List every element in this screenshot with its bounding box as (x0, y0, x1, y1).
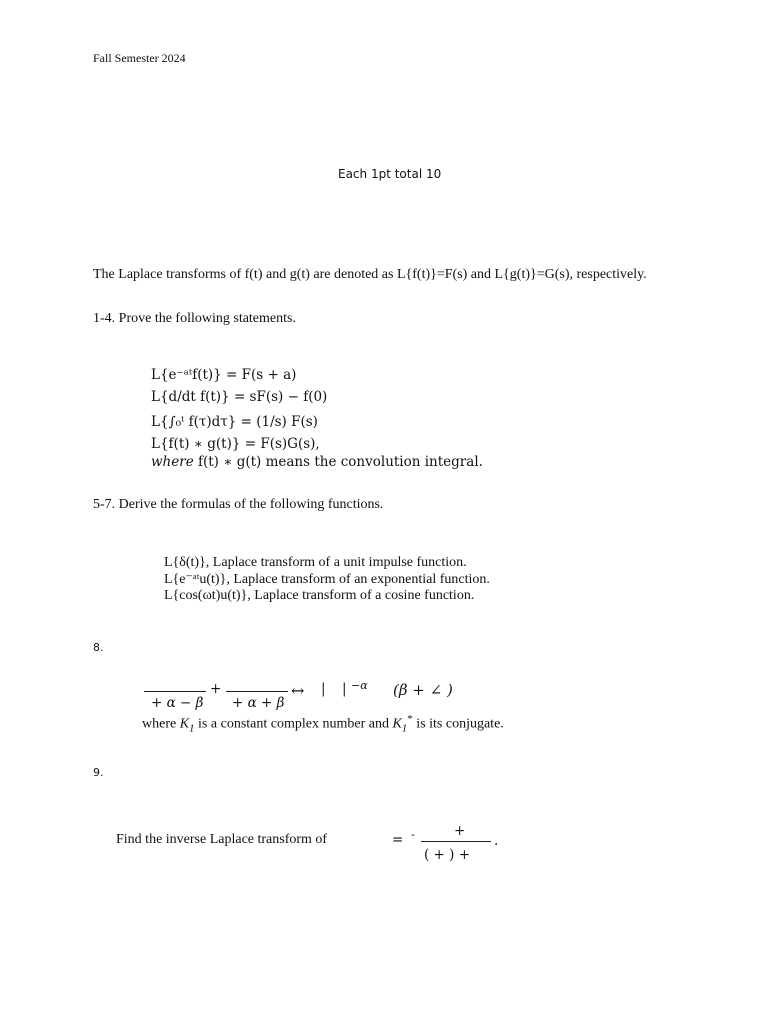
q8-abs-bar-left: | (321, 681, 326, 697)
where-rest: f(t) ∗ g(t) means the convolution integral. (193, 454, 483, 470)
q9-period: . (494, 833, 499, 849)
scoring-note: Each 1pt total 10 (338, 167, 442, 181)
q5-7-item-3: L{cos(ωt)u(t)}, Laplace transform of a cosine function. (164, 588, 475, 603)
q8-fraction-bar-1 (144, 691, 206, 692)
q9-numerator: + (454, 823, 466, 839)
q8-k1-conj-subscript: 1 (401, 722, 408, 735)
q8-k1: K (179, 716, 190, 732)
q9-text: Find the inverse Laplace transform of (116, 832, 328, 847)
q1-4-where-line (151, 454, 483, 470)
q8-denominator-1: + α − β (151, 695, 204, 711)
q9-negative-sign: - (411, 828, 415, 841)
q8-fraction-bar-2 (226, 691, 288, 692)
q8-plus: + (210, 681, 222, 697)
q8-where-post: is its conjugate. (412, 716, 504, 732)
q8-where-pre: where (142, 716, 180, 732)
semester-header: Fall Semester 2024 (93, 51, 186, 65)
q9-equals: = (392, 832, 404, 848)
q1-4-heading: 1-4. Prove the following statements. (93, 311, 296, 326)
q1-4-statement-4: L{f(t) ∗ g(t)} = F(s)G(s), (151, 436, 320, 452)
q8-number: 8. (93, 641, 104, 654)
q1-4-statement-2: L{d/dt f(t)} = sF(s) − f(0) (151, 389, 328, 405)
q8-abs-bar-right: | (342, 681, 347, 697)
q8-arrow: ↔ (291, 681, 305, 700)
q5-7-item-2: L{e⁻ᵃᵗu(t)}, Laplace transform of an exponential function. (164, 572, 490, 587)
q8-phase-term: (β + ∠ ) (393, 681, 453, 699)
intro-paragraph: The Laplace transforms of f(t) and g(t) are denoted as L{f(t)}=F(s) and L{g(t)}=G(s), respectively. (93, 267, 647, 282)
q8-where-mid: is a constant complex number and (194, 716, 393, 732)
q8-k1-subscript: 1 (189, 722, 195, 735)
q5-7-heading: 5-7. Derive the formulas of the following functions. (93, 497, 384, 512)
q5-7-item-1: L{δ(t)}, Laplace transform of a unit impulse function. (164, 555, 467, 570)
q8-where-line (142, 713, 504, 734)
q1-4-statement-1: L{e⁻ᵃᵗf(t)} = F(s + a) (151, 367, 297, 383)
q9-number: 9. (93, 766, 104, 779)
where-word: where (151, 454, 194, 470)
q9-fraction-bar (421, 841, 491, 842)
q1-4-statement-3: L{∫₀ᵗ f(τ)dτ} = (1/s) F(s) (151, 414, 318, 430)
q8-exponent: −α (351, 679, 368, 692)
q8-denominator-2: + α + β (232, 695, 285, 711)
q8-k1-conj: K (392, 716, 402, 732)
q9-denominator: ( + ) + (424, 847, 471, 863)
q8-k1-conj-star: * (407, 713, 413, 725)
